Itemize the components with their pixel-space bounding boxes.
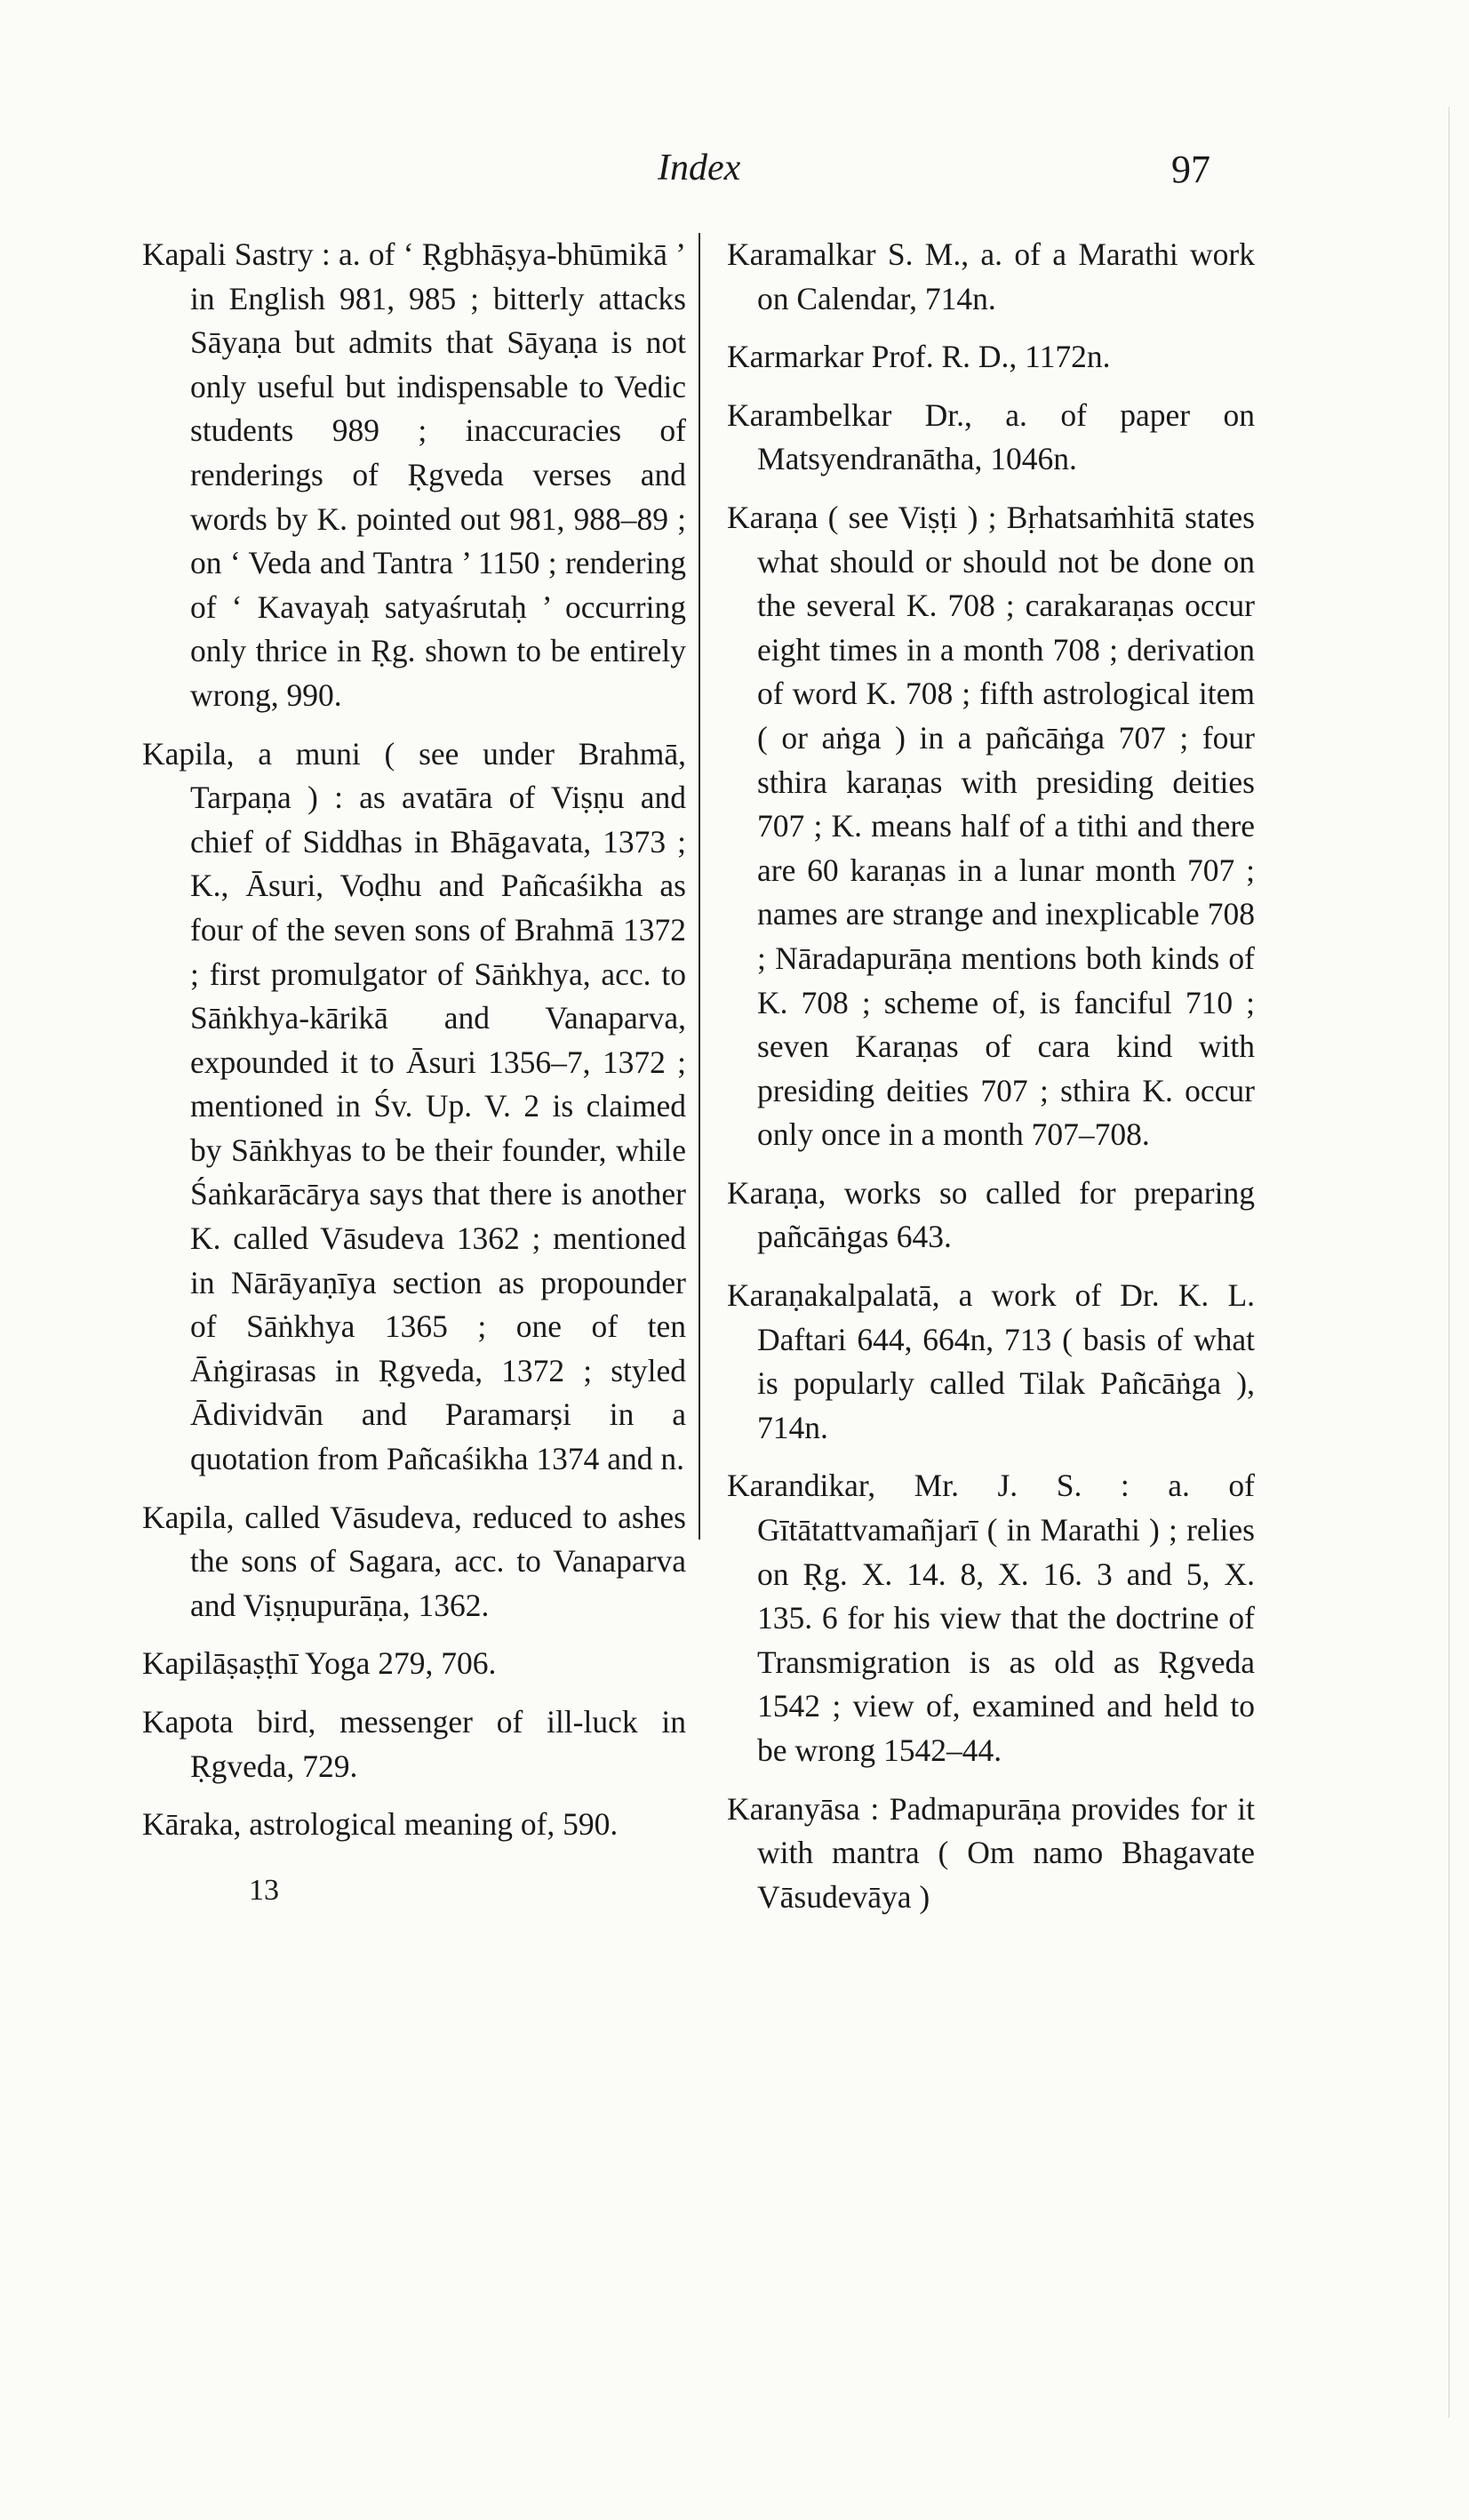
index-entry: Karmarkar Prof. R. D., 1172n.: [727, 339, 1111, 375]
index-entry: Kapila, called Vāsudeva, reduced to ashes the sons of Sagara, acc. to Vanaparva and Viṣṇupurāṇa, 1362.: [142, 1499, 686, 1623]
left-column: [142, 233, 686, 1861]
index-entry: Karaṇakalpalatā, a work of Dr. K. L. Daftari 644, 664n, 713 ( basis of what is popularly called Tilak Pañcāṅga ), 714n.: [727, 1277, 1255, 1445]
index-entry: Karaṇa ( see Viṣṭi ) ; Bṛhatsaṁhitā states what should or should not be done on the several K. 708 ; carakaraṇas occur eight times in a month 708 ; derivation of word K. 708 ; fifth astrological item ( or aṅga ) in a pañcāṅga 707 ; four sthira karaṇas with presiding deities 707 ; K. means half of a tithi and there are 60 karaṇas in a lunar month 707 ; names are strange and inexplicable 708 ; Nāradapurāṇa mentions both kinds of K. 708 ; scheme of, is fanciful 710 ; seven Karaṇas of cara kind with presiding deities 707 ; sthira K. occur only once in a month 707–708.: [727, 499, 1255, 1153]
index-entry: Karambelkar Dr., a. of paper on Matsyendranātha, 1046n.: [727, 396, 1255, 477]
page-number: 97: [1171, 148, 1210, 191]
index-entry: Kapali Sastry : a. of ‘ Ṛgbhāṣya-bhūmikā ’ in English 981, 985 ; bitterly attacks Sāyaṇa but admits that Sāyaṇa is not only useful but indispensable to Vedic students 989 ; inaccuracies of renderings of Ṛgveda verses and words by K. pointed out 981, 988–89 ; on ‘ Veda and Tantra ’ 1150 ; rendering of ‘ Kavayaḥ satyaśrutaḥ ’ occurring only thrice in Ṛg. shown to be entirely wrong, 990.: [142, 236, 686, 713]
index-entry: Karaṇa, works so called for preparing pañcāṅgas 643.: [727, 1174, 1255, 1255]
index-entry: Kapila, a muni ( see under Brahmā, Tarpaṇa ) : as avatāra of Viṣṇu and chief of Siddhas in Bhāgavata, 1373 ; K., Āsuri, Voḍhu and Pañcaśikha as four of the seven sons of Brahmā 1372 ; first promulgator of Sāṅkhya, acc. to Sāṅkhya-kārikā and Vanaparva, expounded it to Āsuri 1356–7, 1372 ; mentioned in Śv. Up. V. 2 is claimed by Sāṅkhyas to be their founder, while Śaṅkarācārya says that there is another K. called Vāsudeva 1362 ; mentioned in Nārāyaṇīya section as propounder of Sāṅkhya 1365 ; one of ten Āṅgirasas in Ṛgveda, 1372 ; styled Ādividvān and Paramarṣi in a quotation from Pañcaśikha 1374 and n.: [142, 735, 686, 1477]
index-entry: Kāraka, astrological meaning of, 590.: [142, 1806, 619, 1843]
running-title: Index: [658, 148, 741, 188]
index-entry: Kapilāṣaṣṭhī Yoga 279, 706.: [142, 1645, 497, 1682]
column-divider: [699, 233, 700, 1540]
index-entry: Karandikar, Mr. J. S. : a. of Gītātattvamañjarī ( in Marathi ) ; relies on Ṛg. X. 14. 8, X. 16. 3 and 5, X. 135. 6 for his view that the doctrine of Transmigration is as old as Ṛgveda 1542 ; view of, examined and held to be wrong 1542–44.: [727, 1468, 1255, 1768]
index-entry: Karanyāsa : Padmapurāṇa provides for it with mantra ( Om namo Bhagavate Vāsudevāya ): [727, 1790, 1255, 1915]
index-entry: Kapota bird, messenger of ill-luck in Ṛgveda, 729.: [142, 1704, 686, 1784]
page-header: [0, 147, 1469, 209]
signature-mark: 13: [249, 1874, 279, 1907]
index-entry: Karamalkar S. M., a. of a Marathi work on Calendar, 714n.: [727, 236, 1255, 316]
right-column: [727, 233, 1255, 1933]
